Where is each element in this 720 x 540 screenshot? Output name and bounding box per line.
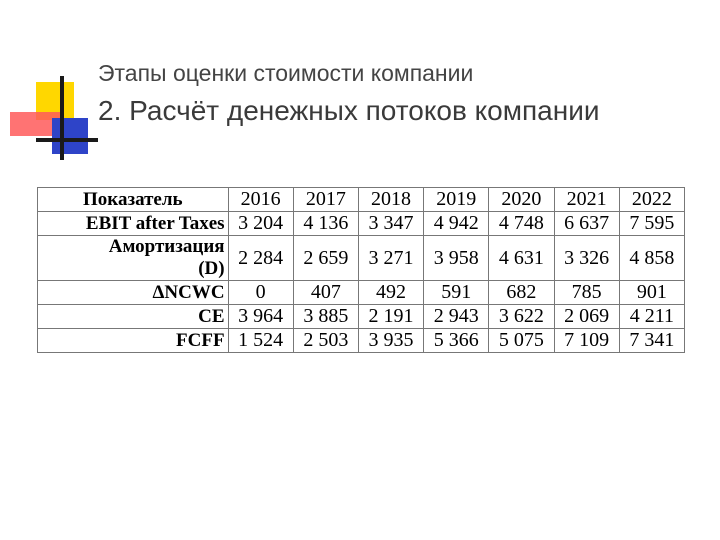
table-cell: 3 622 — [489, 305, 554, 329]
table-cell: 785 — [554, 281, 619, 305]
table-row-ce — [38, 305, 685, 329]
table-cell: 7 595 — [619, 212, 684, 236]
table-cell: 4 748 — [489, 212, 554, 236]
slide-title: 2. Расчёт денежных потоков компании — [98, 95, 600, 126]
row-label-line: Амортизация — [108, 236, 225, 257]
table-row-ebit — [38, 212, 685, 236]
table-cell: 1 524 — [228, 329, 293, 353]
table-cell: 4 631 — [489, 236, 554, 281]
header-year: 2018 — [358, 188, 423, 212]
table-cell: 4 942 — [424, 212, 489, 236]
table-cell: 682 — [489, 281, 554, 305]
table-cell: 3 958 — [424, 236, 489, 281]
table-header-row — [38, 188, 685, 212]
table-cell: 3 271 — [358, 236, 423, 281]
table-cell: 5 366 — [424, 329, 489, 353]
header-year: 2017 — [293, 188, 358, 212]
header-indicator-label: Показатель — [38, 188, 229, 212]
decor-horizontal-line — [36, 138, 98, 142]
row-label: ΔNCWC — [38, 281, 229, 305]
row-label — [38, 236, 229, 281]
table-cell: 3 204 — [228, 212, 293, 236]
table-cell: 2 503 — [293, 329, 358, 353]
header-year: 2021 — [554, 188, 619, 212]
table-cell: 591 — [424, 281, 489, 305]
table-cell: 4 136 — [293, 212, 358, 236]
header-year: 2019 — [424, 188, 489, 212]
table-cell: 3 964 — [228, 305, 293, 329]
table-cell: 7 341 — [619, 329, 684, 353]
slide-subtitle: Этапы оценки стоимости компании — [98, 60, 474, 86]
table-cell: 6 637 — [554, 212, 619, 236]
table-cell: 0 — [228, 281, 293, 305]
cash-flow-table — [37, 187, 685, 353]
table-row-amortization — [38, 236, 685, 281]
table-cell: 3 885 — [293, 305, 358, 329]
table-cell: 2 943 — [424, 305, 489, 329]
table-cell: 407 — [293, 281, 358, 305]
row-label: EBIT after Taxes — [38, 212, 229, 236]
table-cell: 2 069 — [554, 305, 619, 329]
table-row-ncwc — [38, 281, 685, 305]
row-label: CE — [38, 305, 229, 329]
row-label-line: (D) — [198, 258, 225, 279]
table-cell: 901 — [619, 281, 684, 305]
table-row-fcff — [38, 329, 685, 353]
table-cell: 3 935 — [358, 329, 423, 353]
table-cell: 4 858 — [619, 236, 684, 281]
table-cell: 2 191 — [358, 305, 423, 329]
table-cell: 3 326 — [554, 236, 619, 281]
decor-vertical-line — [60, 76, 64, 160]
table-cell: 5 075 — [489, 329, 554, 353]
header-year: 2022 — [619, 188, 684, 212]
table-cell: 492 — [358, 281, 423, 305]
decor-blue-square — [52, 118, 88, 154]
header-year: 2020 — [489, 188, 554, 212]
header-year: 2016 — [228, 188, 293, 212]
table-cell: 4 211 — [619, 305, 684, 329]
table-cell: 2 284 — [228, 236, 293, 281]
row-label: FCFF — [38, 329, 229, 353]
table-cell: 3 347 — [358, 212, 423, 236]
table-cell: 7 109 — [554, 329, 619, 353]
table-cell: 2 659 — [293, 236, 358, 281]
